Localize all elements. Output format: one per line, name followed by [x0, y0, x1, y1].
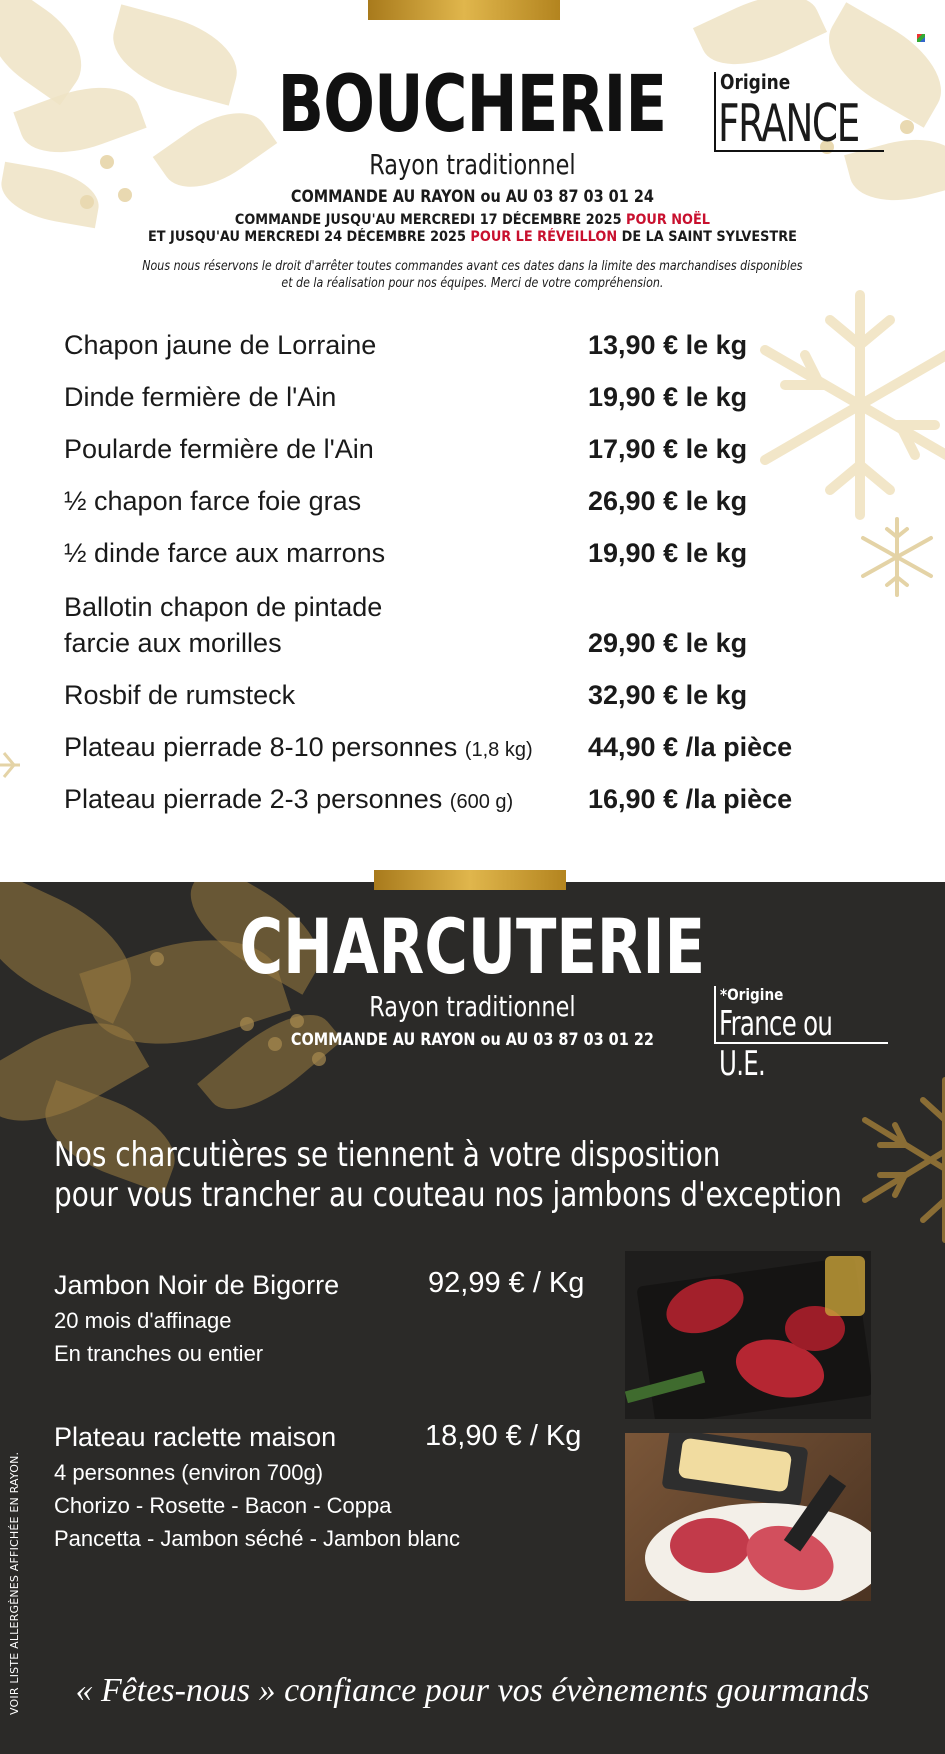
product-name: Rosbif de rumsteck: [64, 680, 296, 710]
product-name: Chapon jaune de Lorraine: [64, 330, 377, 360]
product-price: 16,90 € /la pièce: [588, 784, 793, 814]
charcuterie-item-detail: Pancetta - Jambon séché - Jambon blanc: [54, 1526, 461, 1551]
charcuterie-item-detail: 4 personnes (environ 700g): [54, 1460, 324, 1485]
product-price: 32,90 € le kg: [588, 680, 748, 710]
origin-label: *Origine: [720, 985, 784, 1004]
deadline-christmas: COMMANDE JUSQU'AU MERCREDI 17 DÉCEMBRE 2025 POUR NOËL: [234, 212, 711, 228]
product-name-continued: farcie aux morilles: [64, 628, 282, 658]
charcuterie-gold-bar: [374, 870, 566, 890]
intro-line-2: pour vous trancher au couteau nos jambons d'exception: [54, 1175, 842, 1215]
product-quantity: (600 g): [449, 791, 514, 813]
charcuterie-item-detail: 20 mois d'affinage: [54, 1308, 232, 1333]
product-name: Plateau pierrade 2-3 personnes (600 g): [64, 784, 514, 814]
product-quantity: (1,8 kg): [464, 739, 533, 761]
allergen-note: VOIR LISTE ALLERGÈNES AFFICHÉE EN RAYON.: [8, 1451, 21, 1715]
product-name: Ballotin chapon de pintade: [64, 592, 383, 622]
charcuterie-title: CHARCUTERIE: [239, 902, 706, 991]
origin-country: FRANCE: [718, 94, 859, 154]
product-price: 13,90 € le kg: [588, 330, 748, 360]
snowflake-dark-icon: [855, 1075, 945, 1245]
order-notice-line-2: et de la réalisation pour nos équipes. Merci de votre compréhension.: [281, 275, 664, 291]
jambon-photo: [625, 1251, 871, 1419]
top-gold-bar: [368, 0, 560, 20]
charcuterie-item-price: 18,90 € / Kg: [425, 1420, 582, 1452]
raclette-photo: [625, 1433, 871, 1601]
product-price: 19,90 € le kg: [588, 382, 748, 412]
product-name: ½ dinde farce aux marrons: [64, 538, 386, 568]
product-name: Plateau pierrade 8-10 personnes (1,8 kg): [64, 732, 533, 762]
order-notice-line-1: Nous nous réservons le droit d'arrêter toutes commandes avant ces dates dans la limite des marchandises disponibles: [142, 258, 803, 274]
snowflake-edge-icon: [0, 735, 24, 795]
corner-logo-icon: [917, 34, 925, 42]
slogan: « Fêtes-nous » confiance pour vos évènements gourmands: [75, 1672, 870, 1709]
origin-label: Origine: [720, 70, 791, 94]
product-price: 17,90 € le kg: [588, 434, 748, 464]
origin-country: France ou U.E.: [719, 1004, 833, 1084]
product-price: 26,90 € le kg: [588, 486, 748, 516]
snowflake-small-icon: [855, 515, 939, 599]
product-name: ½ chapon farce foie gras: [64, 486, 362, 516]
product-name: Poularde fermière de l'Ain: [64, 434, 374, 464]
product-price: 19,90 € le kg: [588, 538, 748, 568]
product-price: 29,90 € le kg: [588, 628, 748, 658]
product-name: Dinde fermière de l'Ain: [64, 382, 337, 412]
charcuterie-item-price: 92,99 € / Kg: [428, 1267, 585, 1299]
deadline-new-year: ET JUSQU'AU MERCREDI 24 DÉCEMBRE 2025 POUR LE RÉVEILLON DE LA SAINT SYLVESTRE: [147, 229, 797, 245]
charcuterie-item-detail: Chorizo - Rosette - Bacon - Coppa: [54, 1493, 392, 1518]
boucherie-phone-line: COMMANDE AU RAYON ou AU 03 87 03 01 24: [290, 187, 654, 207]
product-price: 44,90 € /la pièce: [588, 732, 793, 762]
charcuterie-subtitle: Rayon traditionnel: [369, 990, 576, 1023]
charcuterie-item-detail: En tranches ou entier: [54, 1341, 264, 1366]
charcuterie-phone-line: COMMANDE AU RAYON ou AU 03 87 03 01 22: [290, 1030, 654, 1050]
intro-line-1: Nos charcutières se tiennent à votre disposition: [54, 1135, 721, 1175]
boucherie-title: BOUCHERIE: [277, 60, 667, 150]
charcuterie-item-name: Plateau raclette maison: [54, 1422, 337, 1452]
charcuterie-item-name: Jambon Noir de Bigorre: [54, 1270, 340, 1300]
snowflake-large-icon: [745, 285, 945, 525]
boucherie-subtitle: Rayon traditionnel: [369, 148, 576, 181]
